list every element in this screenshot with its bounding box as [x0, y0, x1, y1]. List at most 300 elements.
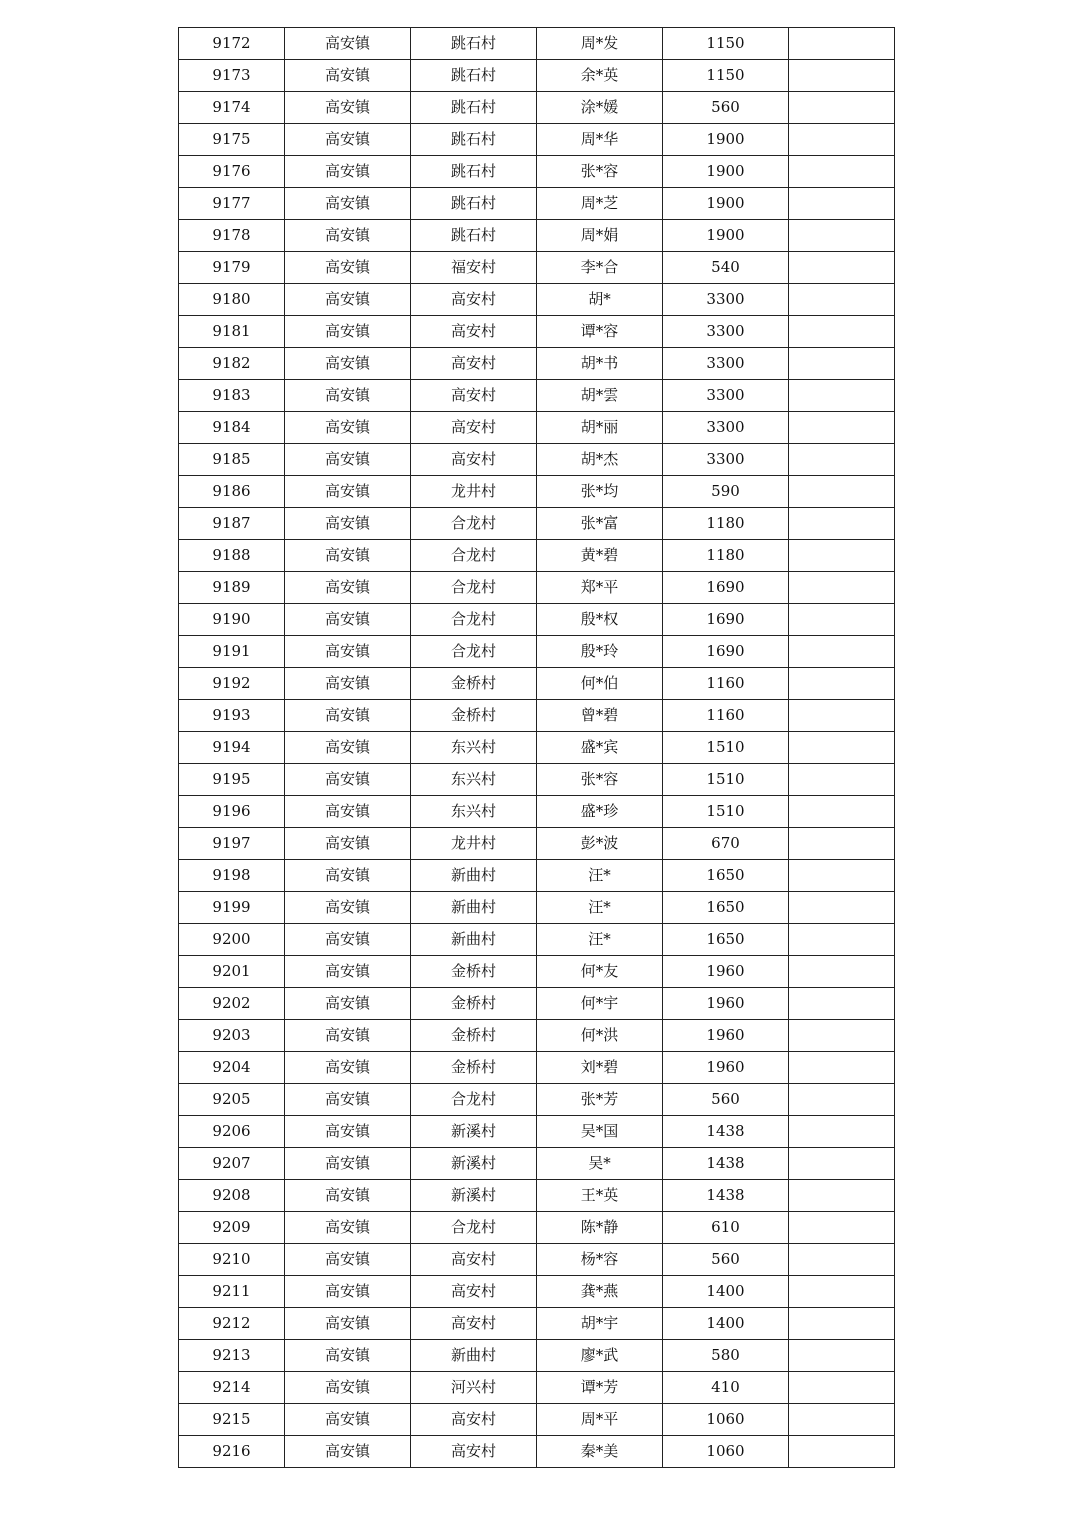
name-cell: 杨*容 [537, 1244, 663, 1276]
village-cell: 跳石村 [411, 220, 537, 252]
amount-cell: 540 [663, 252, 789, 284]
row-number-cell: 9184 [179, 412, 285, 444]
table-row [179, 1212, 895, 1244]
note-cell [789, 828, 895, 860]
name-cell: 周*发 [537, 28, 663, 60]
note-cell [789, 572, 895, 604]
name-cell: 彭*波 [537, 828, 663, 860]
table-row [179, 316, 895, 348]
amount-cell: 1510 [663, 764, 789, 796]
village-cell: 合龙村 [411, 1212, 537, 1244]
row-number-cell: 9212 [179, 1308, 285, 1340]
row-number-cell: 9196 [179, 796, 285, 828]
table-row [179, 1052, 895, 1084]
note-cell [789, 1116, 895, 1148]
name-cell: 何*伯 [537, 668, 663, 700]
amount-cell: 1438 [663, 1148, 789, 1180]
village-cell: 高安村 [411, 1276, 537, 1308]
amount-cell: 1510 [663, 796, 789, 828]
roster-table [178, 27, 895, 1468]
town-cell: 高安镇 [285, 124, 411, 156]
note-cell [789, 540, 895, 572]
town-cell: 高安镇 [285, 1372, 411, 1404]
village-cell: 合龙村 [411, 636, 537, 668]
row-number-cell: 9188 [179, 540, 285, 572]
village-cell: 高安村 [411, 284, 537, 316]
name-cell: 余*英 [537, 60, 663, 92]
town-cell: 高安镇 [285, 1148, 411, 1180]
town-cell: 高安镇 [285, 1308, 411, 1340]
amount-cell: 1160 [663, 668, 789, 700]
table-row [179, 444, 895, 476]
row-number-cell: 9180 [179, 284, 285, 316]
village-cell: 东兴村 [411, 732, 537, 764]
row-number-cell: 9186 [179, 476, 285, 508]
name-cell: 吴*国 [537, 1116, 663, 1148]
note-cell [789, 796, 895, 828]
table-row [179, 1308, 895, 1340]
row-number-cell: 9209 [179, 1212, 285, 1244]
table-row [179, 284, 895, 316]
name-cell: 汪* [537, 892, 663, 924]
name-cell: 龚*燕 [537, 1276, 663, 1308]
town-cell: 高安镇 [285, 28, 411, 60]
row-number-cell: 9202 [179, 988, 285, 1020]
row-number-cell: 9200 [179, 924, 285, 956]
row-number-cell: 9187 [179, 508, 285, 540]
town-cell: 高安镇 [285, 92, 411, 124]
note-cell [789, 220, 895, 252]
note-cell [789, 1244, 895, 1276]
note-cell [789, 732, 895, 764]
note-cell [789, 892, 895, 924]
town-cell: 高安镇 [285, 540, 411, 572]
amount-cell: 1900 [663, 156, 789, 188]
town-cell: 高安镇 [285, 636, 411, 668]
amount-cell: 560 [663, 1084, 789, 1116]
note-cell [789, 860, 895, 892]
amount-cell: 1160 [663, 700, 789, 732]
town-cell: 高安镇 [285, 1276, 411, 1308]
village-cell: 新溪村 [411, 1180, 537, 1212]
village-cell: 金桥村 [411, 988, 537, 1020]
village-cell: 福安村 [411, 252, 537, 284]
town-cell: 高安镇 [285, 764, 411, 796]
name-cell: 涂*媛 [537, 92, 663, 124]
name-cell: 陈*静 [537, 1212, 663, 1244]
table-row [179, 156, 895, 188]
row-number-cell: 9203 [179, 1020, 285, 1052]
name-cell: 胡*杰 [537, 444, 663, 476]
amount-cell: 3300 [663, 380, 789, 412]
note-cell [789, 476, 895, 508]
name-cell: 汪* [537, 860, 663, 892]
village-cell: 金桥村 [411, 700, 537, 732]
village-cell: 龙井村 [411, 828, 537, 860]
amount-cell: 1438 [663, 1116, 789, 1148]
village-cell: 合龙村 [411, 508, 537, 540]
town-cell: 高安镇 [285, 1404, 411, 1436]
amount-cell: 1400 [663, 1308, 789, 1340]
amount-cell: 1650 [663, 892, 789, 924]
table-row [179, 700, 895, 732]
row-number-cell: 9214 [179, 1372, 285, 1404]
row-number-cell: 9205 [179, 1084, 285, 1116]
amount-cell: 1650 [663, 860, 789, 892]
row-number-cell: 9215 [179, 1404, 285, 1436]
note-cell [789, 444, 895, 476]
town-cell: 高安镇 [285, 1212, 411, 1244]
note-cell [789, 1372, 895, 1404]
note-cell [789, 1020, 895, 1052]
table-row [179, 28, 895, 60]
name-cell: 何*友 [537, 956, 663, 988]
village-cell: 河兴村 [411, 1372, 537, 1404]
note-cell [789, 92, 895, 124]
village-cell: 高安村 [411, 316, 537, 348]
town-cell: 高安镇 [285, 1436, 411, 1468]
note-cell [789, 156, 895, 188]
table-row [179, 796, 895, 828]
amount-cell: 1960 [663, 988, 789, 1020]
table-row [179, 412, 895, 444]
table-row [179, 188, 895, 220]
row-number-cell: 9176 [179, 156, 285, 188]
note-cell [789, 764, 895, 796]
town-cell: 高安镇 [285, 188, 411, 220]
village-cell: 高安村 [411, 1244, 537, 1276]
town-cell: 高安镇 [285, 1116, 411, 1148]
row-number-cell: 9208 [179, 1180, 285, 1212]
amount-cell: 590 [663, 476, 789, 508]
note-cell [789, 1052, 895, 1084]
table-row [179, 1244, 895, 1276]
town-cell: 高安镇 [285, 316, 411, 348]
village-cell: 金桥村 [411, 956, 537, 988]
table-row [179, 1148, 895, 1180]
name-cell: 刘*碧 [537, 1052, 663, 1084]
row-number-cell: 9198 [179, 860, 285, 892]
town-cell: 高安镇 [285, 828, 411, 860]
name-cell: 吴* [537, 1148, 663, 1180]
roster-table-body [179, 28, 895, 1468]
table-row [179, 764, 895, 796]
town-cell: 高安镇 [285, 1020, 411, 1052]
row-number-cell: 9191 [179, 636, 285, 668]
note-cell [789, 1212, 895, 1244]
town-cell: 高安镇 [285, 1052, 411, 1084]
amount-cell: 1400 [663, 1276, 789, 1308]
row-number-cell: 9193 [179, 700, 285, 732]
row-number-cell: 9181 [179, 316, 285, 348]
amount-cell: 1960 [663, 1020, 789, 1052]
village-cell: 高安村 [411, 444, 537, 476]
note-cell [789, 924, 895, 956]
amount-cell: 560 [663, 92, 789, 124]
name-cell: 张*容 [537, 156, 663, 188]
table-row [179, 636, 895, 668]
amount-cell: 3300 [663, 316, 789, 348]
row-number-cell: 9172 [179, 28, 285, 60]
table-row [179, 1276, 895, 1308]
row-number-cell: 9173 [179, 60, 285, 92]
table-row [179, 1404, 895, 1436]
amount-cell: 560 [663, 1244, 789, 1276]
amount-cell: 1690 [663, 604, 789, 636]
table-row [179, 1116, 895, 1148]
note-cell [789, 252, 895, 284]
note-cell [789, 1276, 895, 1308]
row-number-cell: 9179 [179, 252, 285, 284]
table-row [179, 1340, 895, 1372]
row-number-cell: 9206 [179, 1116, 285, 1148]
town-cell: 高安镇 [285, 1084, 411, 1116]
row-number-cell: 9195 [179, 764, 285, 796]
table-row [179, 124, 895, 156]
village-cell: 合龙村 [411, 1084, 537, 1116]
note-cell [789, 604, 895, 636]
name-cell: 殷*玲 [537, 636, 663, 668]
note-cell [789, 1404, 895, 1436]
row-number-cell: 9189 [179, 572, 285, 604]
village-cell: 跳石村 [411, 28, 537, 60]
note-cell [789, 188, 895, 220]
table-row [179, 476, 895, 508]
village-cell: 新溪村 [411, 1116, 537, 1148]
town-cell: 高安镇 [285, 348, 411, 380]
table-row [179, 1436, 895, 1468]
village-cell: 合龙村 [411, 540, 537, 572]
name-cell: 郑*平 [537, 572, 663, 604]
name-cell: 何*洪 [537, 1020, 663, 1052]
row-number-cell: 9175 [179, 124, 285, 156]
table-row [179, 860, 895, 892]
table-row [179, 988, 895, 1020]
table-row [179, 92, 895, 124]
village-cell: 高安村 [411, 1308, 537, 1340]
town-cell: 高安镇 [285, 444, 411, 476]
amount-cell: 1900 [663, 188, 789, 220]
village-cell: 新溪村 [411, 1148, 537, 1180]
amount-cell: 1960 [663, 1052, 789, 1084]
name-cell: 秦*美 [537, 1436, 663, 1468]
amount-cell: 1150 [663, 28, 789, 60]
row-number-cell: 9177 [179, 188, 285, 220]
village-cell: 高安村 [411, 380, 537, 412]
amount-cell: 1650 [663, 924, 789, 956]
name-cell: 汪* [537, 924, 663, 956]
amount-cell: 580 [663, 1340, 789, 1372]
note-cell [789, 956, 895, 988]
note-cell [789, 1436, 895, 1468]
town-cell: 高安镇 [285, 732, 411, 764]
row-number-cell: 9197 [179, 828, 285, 860]
name-cell: 周*华 [537, 124, 663, 156]
table-row [179, 604, 895, 636]
note-cell [789, 1180, 895, 1212]
note-cell [789, 348, 895, 380]
name-cell: 王*英 [537, 1180, 663, 1212]
row-number-cell: 9199 [179, 892, 285, 924]
village-cell: 东兴村 [411, 764, 537, 796]
note-cell [789, 316, 895, 348]
note-cell [789, 700, 895, 732]
amount-cell: 3300 [663, 284, 789, 316]
amount-cell: 410 [663, 1372, 789, 1404]
village-cell: 高安村 [411, 1436, 537, 1468]
town-cell: 高安镇 [285, 220, 411, 252]
row-number-cell: 9174 [179, 92, 285, 124]
amount-cell: 1060 [663, 1404, 789, 1436]
name-cell: 李*合 [537, 252, 663, 284]
amount-cell: 1960 [663, 956, 789, 988]
note-cell [789, 1340, 895, 1372]
note-cell [789, 988, 895, 1020]
amount-cell: 3300 [663, 444, 789, 476]
table-row [179, 252, 895, 284]
village-cell: 跳石村 [411, 60, 537, 92]
town-cell: 高安镇 [285, 1180, 411, 1212]
name-cell: 胡*宇 [537, 1308, 663, 1340]
name-cell: 张*芳 [537, 1084, 663, 1116]
town-cell: 高安镇 [285, 412, 411, 444]
name-cell: 廖*武 [537, 1340, 663, 1372]
table-row [179, 892, 895, 924]
town-cell: 高安镇 [285, 892, 411, 924]
amount-cell: 670 [663, 828, 789, 860]
village-cell: 金桥村 [411, 668, 537, 700]
village-cell: 高安村 [411, 1404, 537, 1436]
row-number-cell: 9201 [179, 956, 285, 988]
amount-cell: 1900 [663, 124, 789, 156]
town-cell: 高安镇 [285, 668, 411, 700]
village-cell: 高安村 [411, 348, 537, 380]
row-number-cell: 9211 [179, 1276, 285, 1308]
name-cell: 殷*权 [537, 604, 663, 636]
village-cell: 合龙村 [411, 572, 537, 604]
village-cell: 新曲村 [411, 860, 537, 892]
town-cell: 高安镇 [285, 604, 411, 636]
name-cell: 何*宇 [537, 988, 663, 1020]
amount-cell: 1150 [663, 60, 789, 92]
amount-cell: 3300 [663, 348, 789, 380]
amount-cell: 1180 [663, 508, 789, 540]
row-number-cell: 9213 [179, 1340, 285, 1372]
town-cell: 高安镇 [285, 476, 411, 508]
note-cell [789, 124, 895, 156]
table-row [179, 956, 895, 988]
table-row [179, 924, 895, 956]
village-cell: 新曲村 [411, 924, 537, 956]
table-row [179, 668, 895, 700]
note-cell [789, 636, 895, 668]
town-cell: 高安镇 [285, 1244, 411, 1276]
village-cell: 跳石村 [411, 188, 537, 220]
table-row [179, 1084, 895, 1116]
town-cell: 高安镇 [285, 956, 411, 988]
amount-cell: 1510 [663, 732, 789, 764]
row-number-cell: 9204 [179, 1052, 285, 1084]
note-cell [789, 1084, 895, 1116]
village-cell: 合龙村 [411, 604, 537, 636]
town-cell: 高安镇 [285, 860, 411, 892]
table-row [179, 508, 895, 540]
name-cell: 周*娟 [537, 220, 663, 252]
name-cell: 张*容 [537, 764, 663, 796]
row-number-cell: 9216 [179, 1436, 285, 1468]
table-row [179, 380, 895, 412]
table-row [179, 828, 895, 860]
row-number-cell: 9178 [179, 220, 285, 252]
town-cell: 高安镇 [285, 796, 411, 828]
town-cell: 高安镇 [285, 60, 411, 92]
table-row [179, 1372, 895, 1404]
note-cell [789, 1308, 895, 1340]
village-cell: 金桥村 [411, 1020, 537, 1052]
village-cell: 新曲村 [411, 892, 537, 924]
amount-cell: 1060 [663, 1436, 789, 1468]
name-cell: 曾*碧 [537, 700, 663, 732]
amount-cell: 1690 [663, 636, 789, 668]
town-cell: 高安镇 [285, 988, 411, 1020]
amount-cell: 610 [663, 1212, 789, 1244]
name-cell: 谭*芳 [537, 1372, 663, 1404]
row-number-cell: 9192 [179, 668, 285, 700]
village-cell: 跳石村 [411, 156, 537, 188]
amount-cell: 3300 [663, 412, 789, 444]
name-cell: 周*平 [537, 1404, 663, 1436]
table-row [179, 1020, 895, 1052]
table-row [179, 732, 895, 764]
town-cell: 高安镇 [285, 572, 411, 604]
town-cell: 高安镇 [285, 924, 411, 956]
village-cell: 新曲村 [411, 1340, 537, 1372]
name-cell: 张*富 [537, 508, 663, 540]
note-cell [789, 380, 895, 412]
town-cell: 高安镇 [285, 380, 411, 412]
town-cell: 高安镇 [285, 252, 411, 284]
town-cell: 高安镇 [285, 508, 411, 540]
village-cell: 东兴村 [411, 796, 537, 828]
row-number-cell: 9207 [179, 1148, 285, 1180]
row-number-cell: 9210 [179, 1244, 285, 1276]
note-cell [789, 284, 895, 316]
name-cell: 谭*容 [537, 316, 663, 348]
town-cell: 高安镇 [285, 284, 411, 316]
town-cell: 高安镇 [285, 1340, 411, 1372]
table-row [179, 540, 895, 572]
note-cell [789, 1148, 895, 1180]
note-cell [789, 28, 895, 60]
note-cell [789, 668, 895, 700]
row-number-cell: 9190 [179, 604, 285, 636]
village-cell: 跳石村 [411, 124, 537, 156]
table-row [179, 348, 895, 380]
village-cell: 跳石村 [411, 92, 537, 124]
village-cell: 金桥村 [411, 1052, 537, 1084]
town-cell: 高安镇 [285, 156, 411, 188]
note-cell [789, 412, 895, 444]
note-cell [789, 60, 895, 92]
row-number-cell: 9185 [179, 444, 285, 476]
amount-cell: 1690 [663, 572, 789, 604]
table-row [179, 220, 895, 252]
name-cell: 胡* [537, 284, 663, 316]
name-cell: 胡*雲 [537, 380, 663, 412]
row-number-cell: 9194 [179, 732, 285, 764]
amount-cell: 1180 [663, 540, 789, 572]
table-row [179, 60, 895, 92]
